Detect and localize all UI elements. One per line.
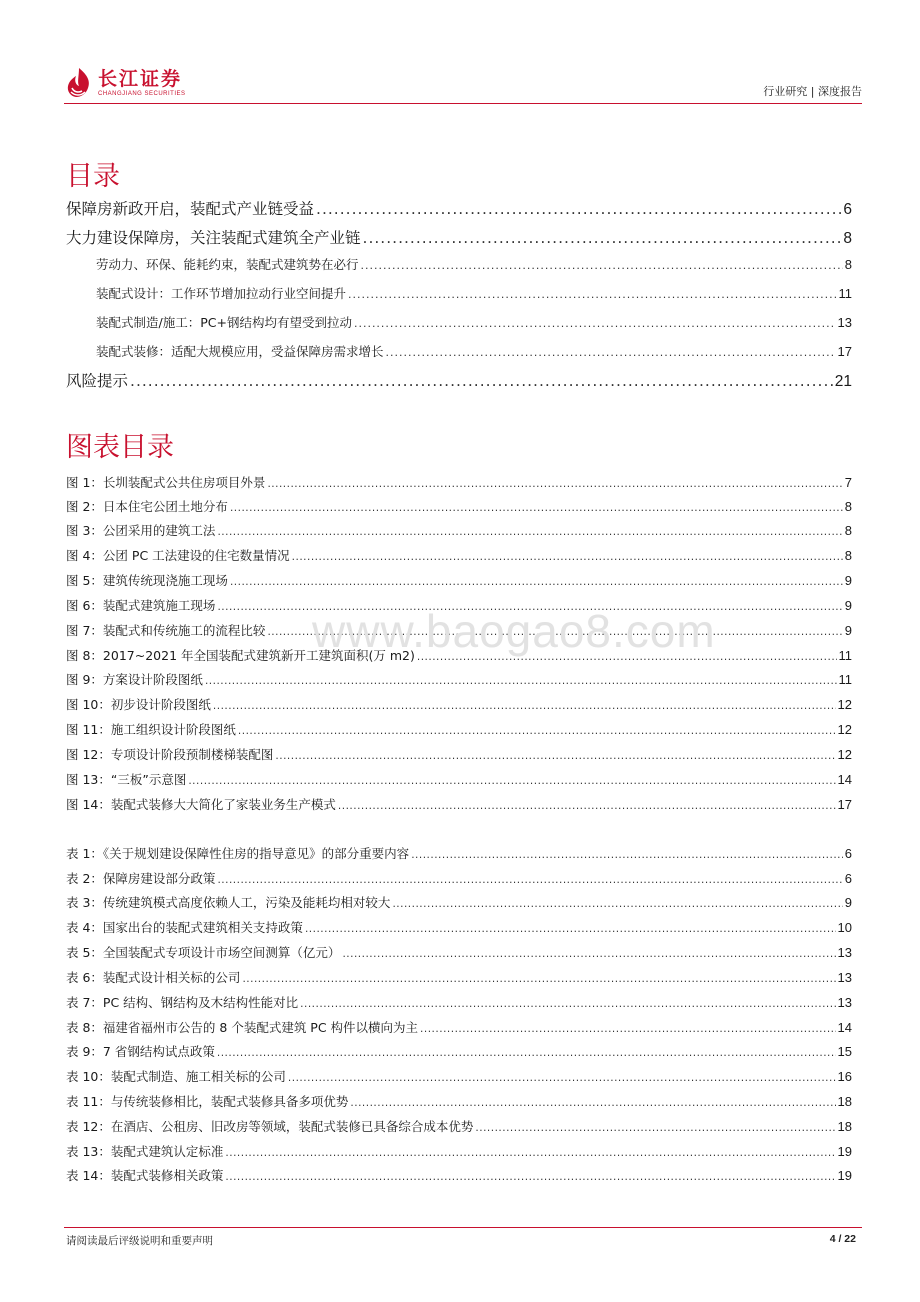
table-label: 表 7：PC 结构、钢结构及木结构性能对比 (66, 995, 299, 1010)
leader-dots (217, 526, 842, 538)
figure-label: 图 14：装配式装修大大简化了家装业务生产模式 (66, 797, 336, 812)
figure-page: 7 (844, 475, 852, 490)
figure-entry[interactable] (66, 795, 852, 815)
figure-label: 图 2：日本住宅公团土地分布 (66, 499, 228, 514)
toc-entry-label: 保障房新政开启，装配式产业链受益 (66, 200, 315, 218)
leader-dots (267, 478, 842, 490)
footer-disclaimer: 请阅读最后评级说明和重要声明 (66, 1235, 213, 1247)
toc-entry-page: 11 (838, 286, 852, 301)
leader-dots (188, 775, 835, 787)
table-entry[interactable] (66, 844, 852, 864)
toc-entry-label: 大力建设保障房，关注装配式建筑全产业链 (66, 229, 361, 247)
toc-entry-label: 风险提示 (66, 372, 129, 390)
toc-entry[interactable] (66, 226, 852, 248)
figure-page: 17 (837, 797, 852, 812)
toc-leader-dots (363, 229, 842, 247)
table-entry[interactable] (66, 1117, 852, 1137)
figure-page: 8 (844, 523, 852, 538)
toc-entry-page: 13 (837, 315, 852, 330)
figure-page: 8 (844, 499, 852, 514)
table-page: 19 (837, 1168, 852, 1183)
figure-page: 14 (837, 772, 852, 787)
table-page: 14 (837, 1020, 852, 1035)
figure-entry[interactable] (66, 596, 852, 616)
figure-entry[interactable] (66, 571, 852, 591)
leader-dots (205, 675, 837, 687)
figure-entry[interactable] (66, 521, 852, 541)
leader-dots (288, 1072, 836, 1084)
header-divider (64, 103, 862, 104)
leader-dots (300, 998, 835, 1010)
footer-divider (64, 1227, 862, 1228)
report-category: 行业研究 | 深度报告 (763, 85, 862, 98)
figure-entry[interactable] (66, 670, 852, 690)
figure-page: 11 (838, 648, 852, 663)
page-indicator: 4 / 22 (829, 1233, 856, 1245)
leader-dots (230, 502, 843, 514)
leader-dots (225, 1147, 835, 1159)
toc-leader-dots (130, 372, 833, 390)
figure-label: 图 6：装配式建筑施工现场 (66, 598, 216, 613)
table-page: 10 (837, 920, 852, 935)
figure-label: 图 7：装配式和传统施工的流程比较 (66, 623, 266, 638)
figure-entry[interactable] (66, 646, 852, 666)
leader-dots (217, 1047, 836, 1059)
figure-entry[interactable] (66, 497, 852, 517)
table-entry[interactable] (66, 993, 852, 1013)
leader-dots (305, 923, 836, 935)
figure-label: 图 3：公团采用的建筑工法 (66, 523, 216, 538)
figure-page: 9 (844, 598, 852, 613)
toc-leader-dots (386, 346, 836, 359)
figure-label: 图 12：专项设计阶段预制楼梯装配图 (66, 747, 274, 762)
table-entry[interactable] (66, 943, 852, 963)
table-label: 表 11：与传统装修相比，装配式装修具备多项优势 (66, 1094, 349, 1109)
table-page: 6 (844, 871, 852, 886)
table-page: 15 (837, 1044, 852, 1059)
toc-entry-page: 6 (843, 201, 852, 218)
table-entry[interactable] (66, 1042, 852, 1062)
figure-label: 图 1：长圳装配式公共住房项目外景 (66, 475, 266, 490)
table-label: 表 9：7 省钢结构试点政策 (66, 1044, 215, 1059)
figure-page: 12 (837, 697, 852, 712)
leader-dots (475, 1122, 835, 1134)
figure-page: 12 (837, 722, 852, 737)
watermark: www.baogao8.com (312, 605, 716, 657)
leader-dots (392, 898, 842, 910)
logo-flame-icon (64, 66, 94, 100)
table-entry[interactable] (66, 869, 852, 889)
table-label: 表 2：保障房建设部分政策 (66, 871, 216, 886)
toc-leader-dots (316, 200, 841, 218)
toc-leader-dots (348, 288, 836, 301)
leader-dots (338, 800, 836, 812)
company-logo (64, 64, 186, 102)
table-page: 13 (837, 945, 852, 960)
toc-subentry[interactable] (96, 342, 852, 362)
toc-entry[interactable] (66, 369, 852, 391)
figure-entry[interactable] (66, 621, 852, 641)
leader-dots (350, 1097, 835, 1109)
toc-entry-page: 17 (837, 344, 852, 359)
toc-subentry[interactable] (96, 255, 852, 275)
toc-entry-label: 装配式制造/施工：PC+钢结构均有望受到拉动 (96, 315, 352, 330)
leader-dots (230, 576, 843, 588)
toc-entry-label: 装配式设计：工作环节增加拉动行业空间提升 (96, 286, 347, 301)
leader-dots (342, 948, 835, 960)
figure-entry[interactable] (66, 473, 852, 493)
table-page: 13 (837, 970, 852, 985)
leader-dots (292, 551, 843, 563)
table-label: 表 5：全国装配式专项设计市场空间测算（亿元） (66, 945, 341, 960)
leader-dots (411, 849, 843, 861)
table-entry[interactable] (66, 1142, 852, 1162)
table-label: 表 12：在酒店、公租房、旧改房等领域，装配式装修已具备综合成本优势 (66, 1119, 474, 1134)
charts-toc-title: 图表目录 (66, 432, 174, 463)
figure-page: 12 (837, 747, 852, 762)
figure-label: 图 13：“三板”示意图 (66, 772, 187, 787)
leader-dots (238, 725, 836, 737)
toc-subentry[interactable] (96, 284, 852, 304)
figure-entry[interactable] (66, 546, 852, 566)
toc-entry-label: 劳动力、环保、能耗约束，装配式建筑势在必行 (96, 257, 359, 272)
figure-label: 图 8：2017~2021 年全国装配式建筑新开工建筑面积(万 m2) (66, 648, 415, 663)
table-label: 表 8：福建省福州市公告的 8 个装配式建筑 PC 构件以横向为主 (66, 1020, 419, 1035)
leader-dots (225, 1171, 835, 1183)
figure-page: 9 (844, 573, 852, 588)
page-header (64, 62, 862, 104)
figure-label: 图 11：施工组织设计阶段图纸 (66, 722, 236, 737)
figure-label: 图 5：建筑传统现浇施工现场 (66, 573, 228, 588)
figure-label: 图 9：方案设计阶段图纸 (66, 672, 203, 687)
table-page: 18 (837, 1119, 852, 1134)
toc-entry-label: 装配式装修：适配大规模应用，受益保障房需求增长 (96, 344, 384, 359)
table-entry[interactable] (66, 968, 852, 988)
logo-chinese-name: 长江证券 (98, 68, 183, 90)
figure-entry[interactable] (66, 720, 852, 740)
figure-entry[interactable] (66, 770, 852, 790)
table-page: 18 (837, 1094, 852, 1109)
table-entry[interactable] (66, 893, 852, 913)
table-page: 6 (844, 846, 852, 861)
table-label: 表 10：装配式制造、施工相关标的公司 (66, 1069, 286, 1084)
table-entry[interactable] (66, 918, 852, 938)
leader-dots (242, 973, 835, 985)
table-label: 表 4：国家出台的装配式建筑相关支持政策 (66, 920, 303, 935)
leader-dots (217, 874, 842, 886)
leader-dots (213, 700, 836, 712)
table-page: 16 (837, 1069, 852, 1084)
figure-entry[interactable] (66, 745, 852, 765)
table-label: 表 14：装配式装修相关政策 (66, 1168, 224, 1183)
toc-title: 目录 (66, 161, 120, 192)
figure-label: 图 4：公团 PC 工法建设的住宅数量情况 (66, 548, 290, 563)
toc-entry[interactable] (66, 197, 852, 219)
figure-label: 图 10：初步设计阶段图纸 (66, 697, 211, 712)
leader-dots (217, 601, 842, 613)
leader-dots (420, 1023, 835, 1035)
table-page: 13 (837, 995, 852, 1010)
figure-page: 8 (844, 548, 852, 563)
toc-entry-page: 8 (843, 230, 852, 247)
toc-subentry[interactable] (96, 313, 852, 333)
table-entry[interactable] (66, 1166, 852, 1186)
toc-entry-page: 21 (834, 373, 852, 390)
table-entry[interactable] (66, 1067, 852, 1087)
figure-page: 11 (838, 672, 852, 687)
leader-dots (267, 626, 842, 638)
table-entry[interactable] (66, 1018, 852, 1038)
toc-leader-dots (361, 259, 843, 272)
logo-english-name: CHANGJIANG SECURITIES (98, 91, 186, 97)
table-label: 表 6：装配式设计相关标的公司 (66, 970, 241, 985)
leader-dots (417, 651, 837, 663)
table-page: 9 (844, 895, 852, 910)
table-label: 表 1：《关于规划建设保障性住房的指导意见》的部分重要内容 (66, 846, 410, 861)
figure-entry[interactable] (66, 695, 852, 715)
table-label: 表 13：装配式建筑认定标准 (66, 1144, 224, 1159)
toc-leader-dots (354, 317, 836, 330)
table-label: 表 3：传统建筑模式高度依赖人工，污染及能耗均相对较大 (66, 895, 391, 910)
figure-page: 9 (844, 623, 852, 638)
table-entry[interactable] (66, 1092, 852, 1112)
table-page: 19 (837, 1144, 852, 1159)
leader-dots (275, 750, 835, 762)
toc-entry-page: 8 (844, 257, 852, 272)
